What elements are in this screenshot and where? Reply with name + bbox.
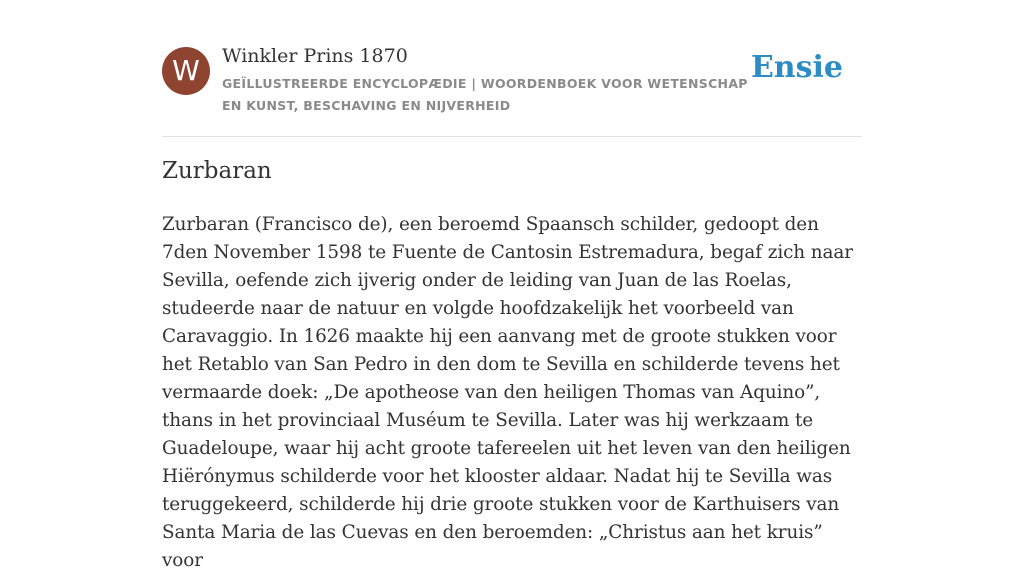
- avatar[interactable]: W: [162, 47, 210, 95]
- article-title: Zurbaran: [162, 158, 272, 184]
- ensie-logo[interactable]: Ensie: [750, 50, 843, 85]
- source-title[interactable]: Winkler Prins 1870: [222, 45, 408, 67]
- source-subtitle: GEÏLLUSTREERDE ENCYCLOPÆDIE | WOORDENBOEK VOOR WETENSCHAP EN KUNST, BESCHAVING EN NIJVERHEID: [222, 76, 748, 113]
- page-container: [162, 0, 862, 571]
- source-header: [162, 0, 862, 137]
- article-body: Zurbaran (Francisco de), een beroemd Spaansch schilder, gedoopt den 7den November 1598 te Fuente de Cantosin Estremadura, begaf zich naar Sevilla, oefende zich ijverig onder de leiding van Juan de las Roelas, studeerde naar de natuur en volgde hoofdzakelijk het voorbeeld van Caravaggio. In 1626 maakte hij een aanvang met de groote stukken voor het Retablo van San Pedro in den dom te Sevilla en schilderde tevens het vermaarde doek: „De apotheose van den heiligen Thomas van Aquino”, thans in het provinciaal Muséum te Sevilla. Later was hij werkzaam te Guadeloupe, waar hij acht groote tafereelen uit het leven van den heiligen Hiërónymus schilderde voor het klooster aldaar. Nadat hij te Sevilla was teruggekeerd, schilderde hij drie groote stukken voor de Karthuisers van Santa Maria de las Cuevas en den beroemden: „Christus aan het kruis” voor: [162, 214, 853, 571]
